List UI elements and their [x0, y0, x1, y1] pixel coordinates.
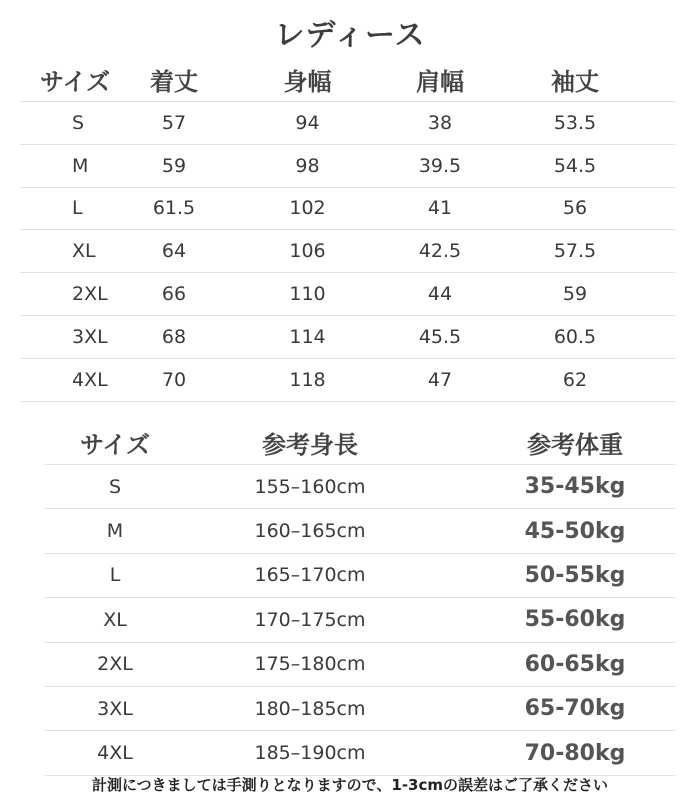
- table-cell: 155–160cm: [185, 465, 415, 509]
- table-cell: 62: [475, 358, 675, 401]
- header-size: サイズ: [20, 57, 138, 102]
- table-cell: 106: [210, 230, 405, 273]
- header-size: サイズ: [45, 420, 185, 465]
- table-row: [45, 731, 675, 775]
- size-measurement-table: [20, 57, 675, 402]
- table-cell: L: [45, 553, 185, 597]
- measurement-note: 計測につきましては手測りとなりますので、1-3cmの誤差はご了承ください: [91, 776, 609, 794]
- table-row: [20, 273, 675, 316]
- table-cell: 60.5: [475, 315, 675, 358]
- table-cell: 57.5: [475, 230, 675, 273]
- table-header-row: [20, 57, 675, 102]
- header-ref-weight: 参考体重: [415, 420, 675, 465]
- table-row: [20, 144, 675, 187]
- table-cell: S: [45, 465, 185, 509]
- table-cell: 70: [138, 358, 210, 401]
- table-cell: 39.5: [405, 144, 475, 187]
- table-cell: 38: [405, 102, 475, 145]
- table-cell: L: [20, 187, 138, 230]
- header-length: 着丈: [138, 57, 210, 102]
- table-cell: 170–175cm: [185, 598, 415, 642]
- page-title: レディース: [274, 18, 426, 53]
- table-cell: 175–180cm: [185, 642, 415, 686]
- table-cell: 98: [210, 144, 405, 187]
- table-cell: 2XL: [45, 642, 185, 686]
- table-cell: 94: [210, 102, 405, 145]
- table-cell: 180–185cm: [185, 686, 415, 730]
- table-cell: 35-45kg: [415, 465, 675, 509]
- table-cell: 53.5: [475, 102, 675, 145]
- table-cell: 3XL: [45, 686, 185, 730]
- table-row: [20, 230, 675, 273]
- table-cell: 68: [138, 315, 210, 358]
- table-cell: 45.5: [405, 315, 475, 358]
- table-header-row: [45, 420, 675, 465]
- table-cell: XL: [20, 230, 138, 273]
- table-cell: 65-70kg: [415, 686, 675, 730]
- table-cell: 54.5: [475, 144, 675, 187]
- table-cell: 57: [138, 102, 210, 145]
- table-cell: 61.5: [138, 187, 210, 230]
- header-sleeve: 袖丈: [475, 57, 675, 102]
- table-cell: M: [20, 144, 138, 187]
- table-cell: 70-80kg: [415, 731, 675, 775]
- table-cell: M: [45, 509, 185, 553]
- table-cell: 42.5: [405, 230, 475, 273]
- table-cell: 114: [210, 315, 405, 358]
- table-cell: 110: [210, 273, 405, 316]
- table-row: [45, 686, 675, 730]
- table-cell: 59: [475, 273, 675, 316]
- table-cell: 4XL: [20, 358, 138, 401]
- reference-size-table: [45, 420, 675, 776]
- table-row: [45, 553, 675, 597]
- table-cell: 50-55kg: [415, 553, 675, 597]
- table-cell: 185–190cm: [185, 731, 415, 775]
- table-row: [45, 642, 675, 686]
- table-cell: 118: [210, 358, 405, 401]
- table-cell: 55-60kg: [415, 598, 675, 642]
- table-row: [20, 358, 675, 401]
- table-row: [45, 598, 675, 642]
- table-cell: 45-50kg: [415, 509, 675, 553]
- table-body: [20, 102, 675, 402]
- table-row: [20, 187, 675, 230]
- header-shoulder: 肩幅: [405, 57, 475, 102]
- table-cell: 44: [405, 273, 475, 316]
- table-cell: 56: [475, 187, 675, 230]
- table-cell: XL: [45, 598, 185, 642]
- table-cell: 41: [405, 187, 475, 230]
- table-cell: 60-65kg: [415, 642, 675, 686]
- table-row: [45, 465, 675, 509]
- table-cell: 160–165cm: [185, 509, 415, 553]
- table-cell: 3XL: [20, 315, 138, 358]
- table-cell: 64: [138, 230, 210, 273]
- table-cell: 165–170cm: [185, 553, 415, 597]
- table-cell: 47: [405, 358, 475, 401]
- table-row: [45, 509, 675, 553]
- table-cell: 59: [138, 144, 210, 187]
- table-row: [20, 315, 675, 358]
- table-row: [20, 102, 675, 145]
- table-cell: 2XL: [20, 273, 138, 316]
- table-body: [45, 465, 675, 776]
- table-cell: 66: [138, 273, 210, 316]
- header-width: 身幅: [210, 57, 405, 102]
- table-cell: S: [20, 102, 138, 145]
- table-cell: 4XL: [45, 731, 185, 775]
- table-cell: 102: [210, 187, 405, 230]
- header-ref-height: 参考身長: [185, 420, 415, 465]
